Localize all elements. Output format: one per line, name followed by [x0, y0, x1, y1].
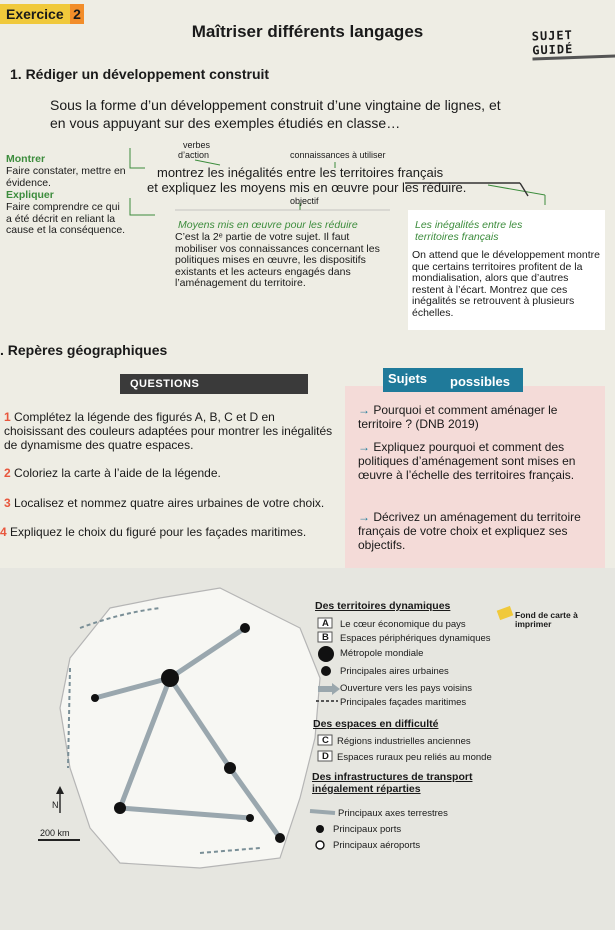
- subject-line1: montrez les inégalités entre les territoires français: [157, 165, 444, 180]
- middle-title: Moyens mis en œuvre pour les réduire: [178, 219, 358, 231]
- sujets-word2: possibles: [450, 374, 510, 389]
- legend-a: Le cœur économique du pays: [340, 619, 466, 630]
- question-4: [0, 525, 330, 539]
- legend-aeroports: Principaux aéroports: [333, 840, 421, 851]
- right-title: Les inégalités entre les territoires français: [415, 219, 523, 243]
- question-4-text: Expliquez le choix du figuré pour les façades maritimes.: [10, 525, 307, 539]
- page-title: Maîtriser différents langages: [191, 22, 424, 41]
- legend-c-letter: C: [322, 735, 329, 746]
- legend-d: Espaces ruraux peu reliés au monde: [337, 752, 492, 763]
- france-outline: [60, 588, 320, 868]
- legend-ouverture: Ouverture vers les pays voisins: [340, 683, 472, 694]
- legend-facades: Principales façades maritimes: [340, 697, 467, 708]
- question-1-num: 1: [4, 410, 11, 424]
- legend-heading-1: Des territoires dynamiques: [315, 600, 451, 612]
- left-faire-constater: Faire constater, mettre en évidence.: [6, 165, 126, 189]
- subject-line2: et expliquez les moyens mis en œuvre pour les réduire.: [147, 180, 467, 195]
- left-montrer: Montrer: [6, 153, 46, 165]
- question-2-text: Coloriez la carte à l’aide de la légende.: [14, 466, 221, 480]
- legend-heading-2: Des espaces en difficulté: [313, 718, 439, 730]
- legend-metro: Métropole mondiale: [340, 648, 424, 659]
- sujet-2-text: Expliquez pourquoi et comment des politiques d’aménagement sont mises en œuvre à l’échelle des territoires français.: [358, 440, 576, 482]
- question-3-text: Localisez et nommez quatre aires urbaines de votre choix.: [14, 496, 325, 510]
- exercise-number: 2: [70, 4, 84, 24]
- sujet-2: [358, 440, 598, 482]
- legend-b: Espaces périphériques dynamiques: [340, 633, 491, 644]
- question-3: [4, 496, 334, 510]
- scale-label: 200 km: [40, 828, 70, 838]
- legend-a-letter: A: [322, 618, 329, 629]
- question-2-num: 2: [4, 466, 11, 480]
- legend-heading-3: Des infrastructures de transport inégalement réparties: [312, 771, 473, 795]
- left-expliquer: Expliquer: [6, 189, 54, 201]
- arrow-icon: →: [358, 440, 370, 454]
- section2-title: . Repères géographiques: [0, 342, 168, 358]
- sujets-word1: Sujets: [388, 371, 428, 386]
- legend-c: Régions industrielles anciennes: [337, 736, 471, 747]
- north-label: N: [52, 800, 59, 810]
- arrow-icon: →: [358, 510, 370, 524]
- right-text: On attend que le développement montre que certains territoires profitent de la mondialisation, alors que d’autres restent à l’écart. Montrez que ces inégalités se retrouvent à plusieurs échelles.: [412, 249, 600, 319]
- annot-objectif: objectif: [290, 196, 319, 206]
- legend-axes: Principaux axes terrestres: [338, 808, 448, 819]
- sujet-3-text: Décrivez un aménagement du territoire français de votre choix et expliquez ses objectifs.: [358, 510, 581, 552]
- sujet-1-text: Pourquoi et comment aménager le territoire ? (DNB 2019): [358, 403, 558, 431]
- legend-d-letter: D: [322, 751, 329, 762]
- annot-verbes: verbes: [183, 140, 211, 150]
- middle-text: C’est la 2ᵉ partie de votre sujet. Il faut mobiliser vos connaissances concernant les politiques mises en œuvre, les dispositifs existants et les acteurs engagés dans l’aménagement du territoire.: [175, 231, 380, 289]
- question-1-text: Complétez la légende des figurés A, B, C et D en choisissant des couleurs adaptées pour montrer les inégalités de dynamisme des quatre espaces.: [4, 410, 333, 452]
- annot-connaissances: connaissances à utiliser: [290, 150, 386, 160]
- sujet-3: [358, 510, 598, 552]
- question-1: [4, 410, 334, 452]
- question-2: [4, 466, 334, 480]
- question-3-num: 3: [4, 496, 11, 510]
- legend-ports: Principaux ports: [333, 824, 402, 835]
- exercise-label: Exercice: [0, 4, 70, 24]
- arrow-icon: →: [358, 403, 370, 417]
- section1-instruction: Sous la forme d’un développement construit d’une vingtaine de lignes, et en vous appuyant sur des exemples étudiés en classe…: [50, 97, 501, 131]
- sujet-guide-badge: SUJET GUIDÉ: [531, 27, 615, 61]
- sujet-1: [358, 403, 598, 431]
- left-faire-comprendre: Faire comprendre ce qui a été décrit en reliant la cause et la conséquence.: [6, 201, 126, 236]
- question-4-num: 4: [0, 525, 7, 539]
- section1-title: 1. Rédiger un développement construit: [10, 66, 270, 82]
- legend-b-letter: B: [322, 632, 329, 643]
- annot-action: d’action: [178, 150, 210, 160]
- questions-label: QUESTIONS: [120, 374, 308, 394]
- legend-aires: Principales aires urbaines: [340, 666, 449, 677]
- fond-de-carte: Fond de carte à imprimer: [515, 610, 578, 629]
